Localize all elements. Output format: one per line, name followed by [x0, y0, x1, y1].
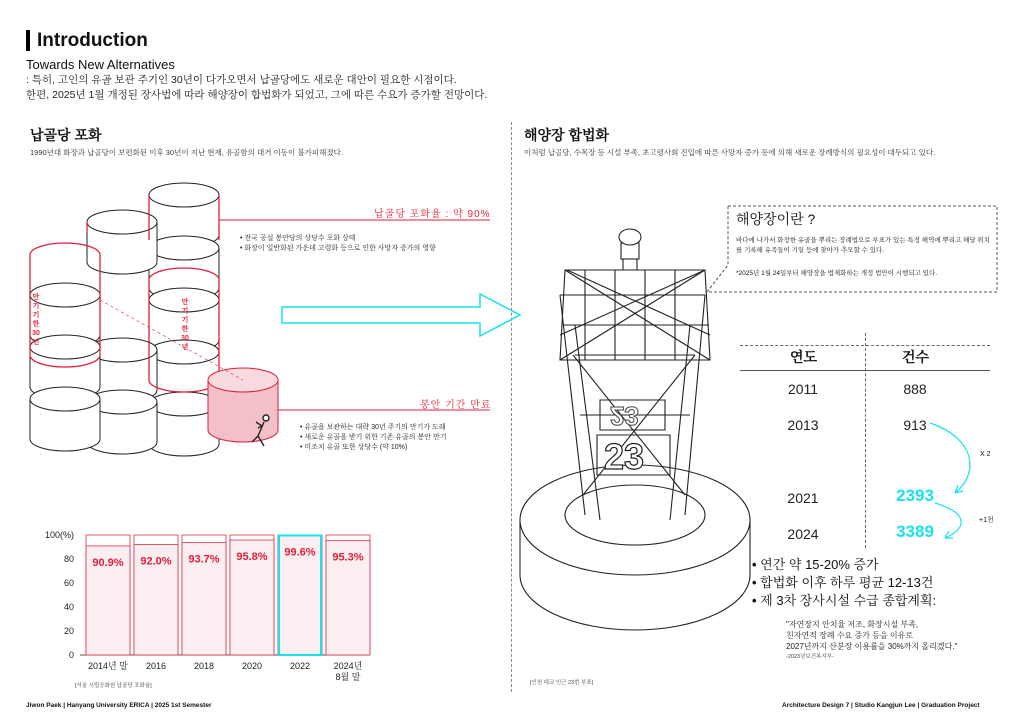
bullet-item: • 새로운 유골을 받기 위한 기존 유골의 봉안 만기	[300, 433, 447, 443]
intro-line-2: 한편, 2025년 1월 개정된 장사법에 따라 해양장이 합법화가 되었고, 그에 따른 수요가 증가할 전망이다.	[26, 89, 488, 101]
bar-value-label: 93.7%	[188, 553, 220, 566]
plan-quote	[786, 619, 957, 663]
y-tick-label: 20	[63, 626, 74, 636]
table-cell-count-highlight: 2393	[896, 486, 934, 505]
saturation-label: 납골당 포화율 : 약 90%	[374, 209, 491, 220]
footer-right: Architecture Design 7 | Studio Kangjun Lee | Graduation Project	[782, 702, 980, 709]
table-cell-year: 2021	[787, 490, 819, 506]
left-description: 1990년대 화장과 납골당이 보편화된 이후 30년이 지난 현재, 유골함의 대거 이동이 불가피해졌다.	[30, 148, 343, 157]
bullet-item: • 화장이 일반화된 가운데 고령화 등으로 인한 사망자 증가의 영향	[240, 244, 436, 254]
bar-value-label: 92.0%	[140, 555, 172, 568]
expiry-bullets	[300, 423, 447, 453]
quote-line: "자연장지 안치율 저조, 화장시설 부족,	[786, 620, 919, 629]
table-cell-count: 888	[903, 381, 927, 397]
table-cell-count-highlight: 3389	[896, 522, 934, 541]
page-title: Introduction	[26, 30, 148, 51]
callout-title: 해양장이란 ?	[736, 211, 816, 227]
table-cell-year: 2024	[787, 526, 819, 542]
x-tick-label: 2016	[145, 661, 167, 671]
transition-arrow-icon	[280, 290, 530, 340]
quote-line: 친자연적 장례 수요 증가 등을 이유로	[786, 631, 914, 640]
bar-value-label: 95.3%	[332, 551, 364, 564]
table-cell-count: 913	[903, 417, 927, 433]
saturation-bullets	[240, 234, 436, 254]
intro-line-1: : 특히, 고인의 유골 보관 주기인 30년이 다가오면서 납골당에도 새로운 대안이 필요한 시점이다.	[26, 74, 457, 86]
quote-source: -2023년보건복지부-	[786, 654, 834, 660]
bar-value-label: 95.8%	[236, 551, 268, 564]
trend-bullet: • 제 3차 장사시설 수급 종합계획:	[752, 592, 936, 610]
intro-text	[26, 73, 487, 103]
table-header-year: 연도	[790, 349, 818, 365]
footer-left: Jiwon Paek | Hanyang University ERICA | 2025 1st Semester	[26, 702, 212, 709]
left-heading: 납골당 포화	[30, 127, 102, 143]
trend-bullets	[752, 556, 936, 610]
plus-note: +1천	[979, 517, 994, 524]
x-tick-label: 2020	[241, 661, 263, 671]
vertical-label-left: 만기기한30년	[32, 294, 40, 346]
chart-source: [서울 시립승화원 납골당 포화율]	[75, 683, 152, 689]
y-tick-label: 40	[63, 602, 74, 612]
expiry-label: 봉안 기간 만료	[420, 400, 492, 411]
vertical-label-right: 만기기한30년	[181, 299, 189, 351]
page-subtitle: Towards New Alternatives	[26, 57, 175, 72]
growth-arrows	[900, 418, 990, 553]
x-tick-label: 2024년	[333, 661, 363, 671]
table-header-count: 건수	[902, 349, 930, 365]
right-description: 이처럼 납골당, 수목장 등 시설 부족, 초고령사회 진입에 따른 사망자 증가 등에 의해 새로운 장례방식의 필요성이 대두되고 있다.	[524, 148, 936, 157]
bar-value-label: 99.6%	[284, 546, 316, 559]
buoy-number-mirrored: 23	[610, 401, 639, 431]
y-tick-label: 0	[68, 650, 74, 660]
y-tick-label: 60	[63, 578, 74, 588]
bullet-item: • 유골을 보관하는 대략 30년 주기의 만기가 도래	[300, 423, 447, 433]
x-tick-label: 8월 말	[335, 672, 361, 682]
quote-line: 2027년까지 산분장 이용률을 30%까지 올리겠다."	[786, 642, 958, 651]
callout-paragraph: 바다에 나가서 화장한 유골을 뿌리는 장례법으로 부표가 있는 특정 해역에 뿌리고 해당 위치를 기록해 유족들이 기일 등에 찾아가 추모할 수 있다.	[736, 237, 990, 254]
callout-note: *2025년 1월 24일부터 해양장을 법제화하는 개정 법안이 시행되고 있다.	[736, 270, 938, 277]
trend-bullet: • 연간 약 15-20% 증가	[752, 556, 936, 574]
bullet-item: • 전국 공설 봉안당의 상당수 포화 상태	[240, 234, 436, 244]
double-note: X 2	[980, 451, 991, 458]
bullet-item: • 미조치 유골 또한 상당수 (약 10%)	[300, 443, 447, 453]
ocean-burial-callout	[706, 205, 998, 293]
saturation-bar-chart	[40, 525, 420, 695]
trend-bullet: • 합법화 이후 하루 평균 12-13건	[752, 574, 936, 592]
x-tick-label: 2014년 말	[88, 661, 128, 671]
buoy-source: [인천 대교 인근 23번 부표]	[530, 680, 594, 686]
table-cell-year: 2011	[787, 381, 819, 397]
ossuary-cylinders-illustration	[20, 170, 510, 515]
x-tick-label: 2022	[289, 661, 311, 671]
table-cell-year: 2013	[787, 417, 819, 433]
bar-value-label: 90.9%	[92, 556, 124, 569]
right-heading: 해양장 합법화	[524, 127, 610, 143]
y-tick-label: 100(%)	[44, 530, 74, 540]
x-tick-label: 2018	[193, 661, 215, 671]
y-tick-label: 80	[63, 554, 74, 564]
buoy-number: 23	[604, 436, 645, 477]
